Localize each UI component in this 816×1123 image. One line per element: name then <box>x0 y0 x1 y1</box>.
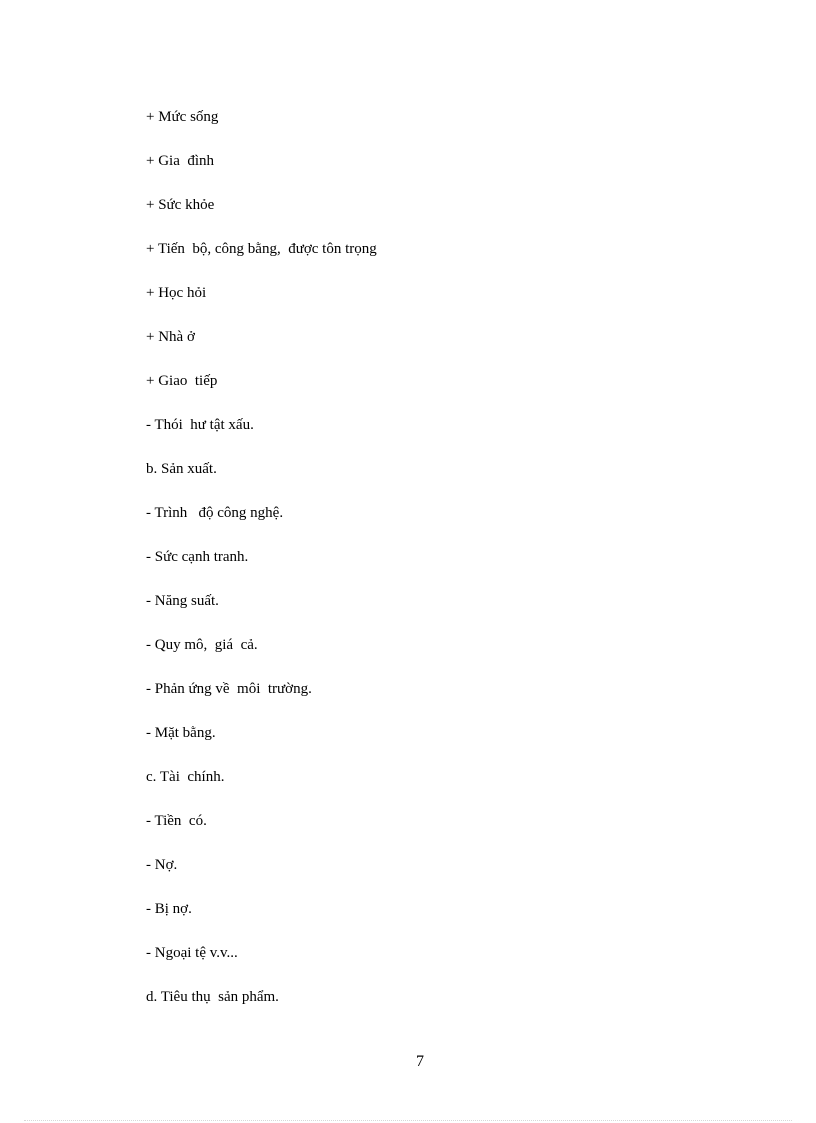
list-item: - Quy mô, giá cả. <box>146 637 258 653</box>
list-item: - Trình độ công nghệ. <box>146 505 284 521</box>
list-item: - Ngoại tệ v.v... <box>146 945 238 961</box>
list-item: + Giao tiếp <box>146 373 218 389</box>
list-item: + Học hỏi <box>146 285 207 301</box>
list-item: - Sức cạnh tranh. <box>146 549 249 565</box>
list-item: + Nhà ở <box>146 329 195 345</box>
page-number: 7 <box>416 1053 424 1070</box>
list-item: + Gia đình <box>146 153 215 169</box>
list-item: - Mặt bằng. <box>146 725 216 741</box>
list-item: - Thói hư tật xấu. <box>146 417 254 433</box>
list-item: - Nợ. <box>146 857 178 873</box>
list-item: + Tiến bộ, công bằng, được tôn trọng <box>146 241 377 257</box>
list-item: - Tiền có. <box>146 813 207 829</box>
list-item: + Mức sống <box>146 109 219 125</box>
page-bottom-divider <box>24 1120 792 1121</box>
section-heading: d. Tiêu thụ sản phẩm. <box>146 989 279 1005</box>
list-item: - Bị nợ. <box>146 901 192 917</box>
section-heading: c. Tài chính. <box>146 769 225 785</box>
list-item: - Năng suất. <box>146 593 219 609</box>
section-heading: b. Sản xuất. <box>146 461 217 477</box>
list-item: - Phản ứng về môi trường. <box>146 681 312 697</box>
content-lines <box>146 106 377 1030</box>
list-item: + Sức khỏe <box>146 197 215 213</box>
